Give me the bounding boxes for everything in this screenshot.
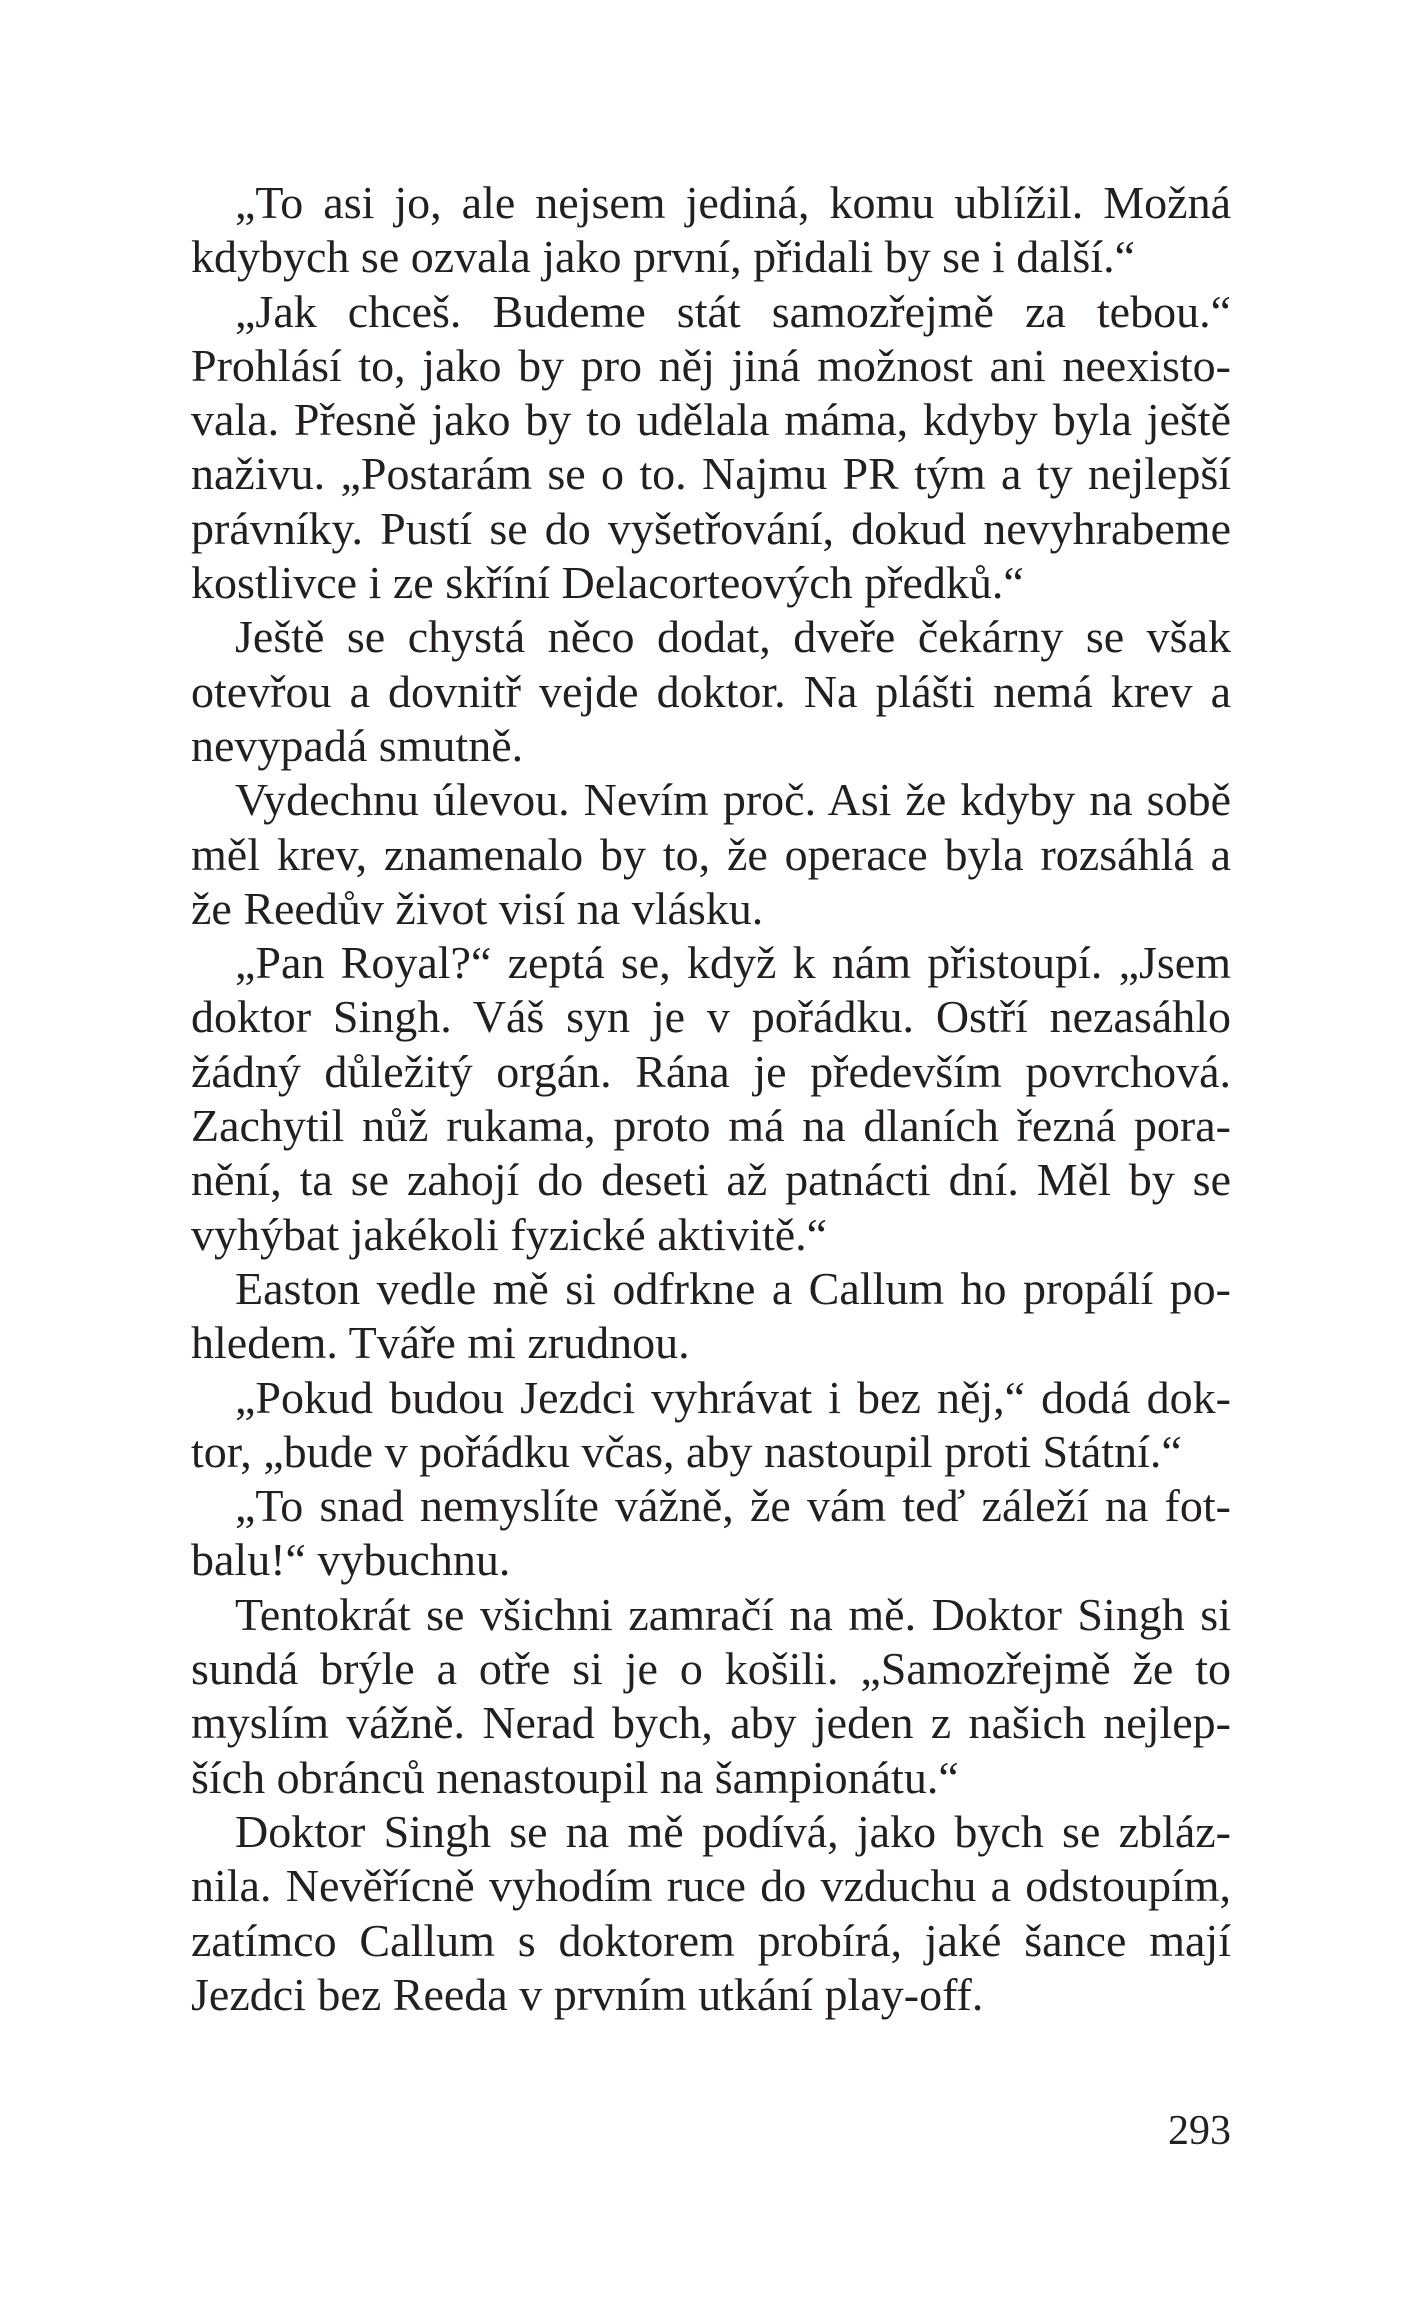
paragraph: „To snad nemyslíte vážně, že vám teď záleží na fotbalu!“ vybuchnu. <box>191 1480 1231 1586</box>
paragraph: Vydechnu úlevou. Nevím proč. Asi že kdyby na sobě měl krev, znamenalo by to, že operace byla rozsáhlá a že Reedův život visí na vlásku. <box>191 774 1231 934</box>
paragraph: „Pokud budou Jezdci vyhrávat i bez něj,“ dodá doktor, „bude v pořádku včas, aby nastoupil proti Státní.“ <box>191 1371 1231 1477</box>
paragraph: Tentokrát se všichni zamračí na mě. Doktor Singh si sundá brýle a otře si je o košili. „Samozřejmě že to myslím vážně. Nerad bych, aby jeden z našich nejlepších obránců nenastoupil na šampionátu.“ <box>191 1588 1231 1803</box>
paragraph: „Jak chceš. Budeme stát samozřejmě za tebou.“ Prohlásí to, jako by pro něj jiná možnost ani neexistovala. Přesně jako by to udělala máma, kdyby byla ještě naživu. „Postarám se o to. Najmu PR tým a ty nejlepší právníky. Pustí se do vyšetřování, dokud nevyhrabeme kostlivce i ze skříní Delacorteových předků.“ <box>191 285 1231 609</box>
body-text <box>191 176 1231 2022</box>
paragraph: Easton vedle mě si odfrkne a Callum ho propálí pohledem. Tváře mi zrudnou. <box>191 1262 1231 1369</box>
page-number: 293 <box>1168 2108 1231 2154</box>
paragraph: „Pan Royal?“ zeptá se, když k nám přistoupí. „Jsem doktor Singh. Váš syn je v pořádku. Ostří nezasáhlo žádný důležitý orgán. Rána je především povrchová. Zachytil nůž rukama, proto má na dlaních řezná poranění, ta se zahojí do deseti až patnácti dní. Měl by se vyhýbat jakékoli fyzické aktivitě.“ <box>191 937 1231 1260</box>
paragraph: Ještě se chystá něco dodat, dveře čekárny se však otevřou a dovnitř vejde doktor. Na plášti nemá krev a nevypadá smutně. <box>191 611 1231 771</box>
paragraph: Doktor Singh se na mě podívá, jako bych se zbláznila. Nevěřícně vyhodím ruce do vzduchu a odstoupím, zatímco Callum s doktorem probírá, jaké šance mají Jezdci bez Reeda v prvním utkání play-off. <box>191 1805 1231 2020</box>
paragraph: „To asi jo, ale nejsem jediná, komu ublížil. Možná kdybych se ozvala jako první, přidali by se i další.“ <box>191 177 1231 283</box>
